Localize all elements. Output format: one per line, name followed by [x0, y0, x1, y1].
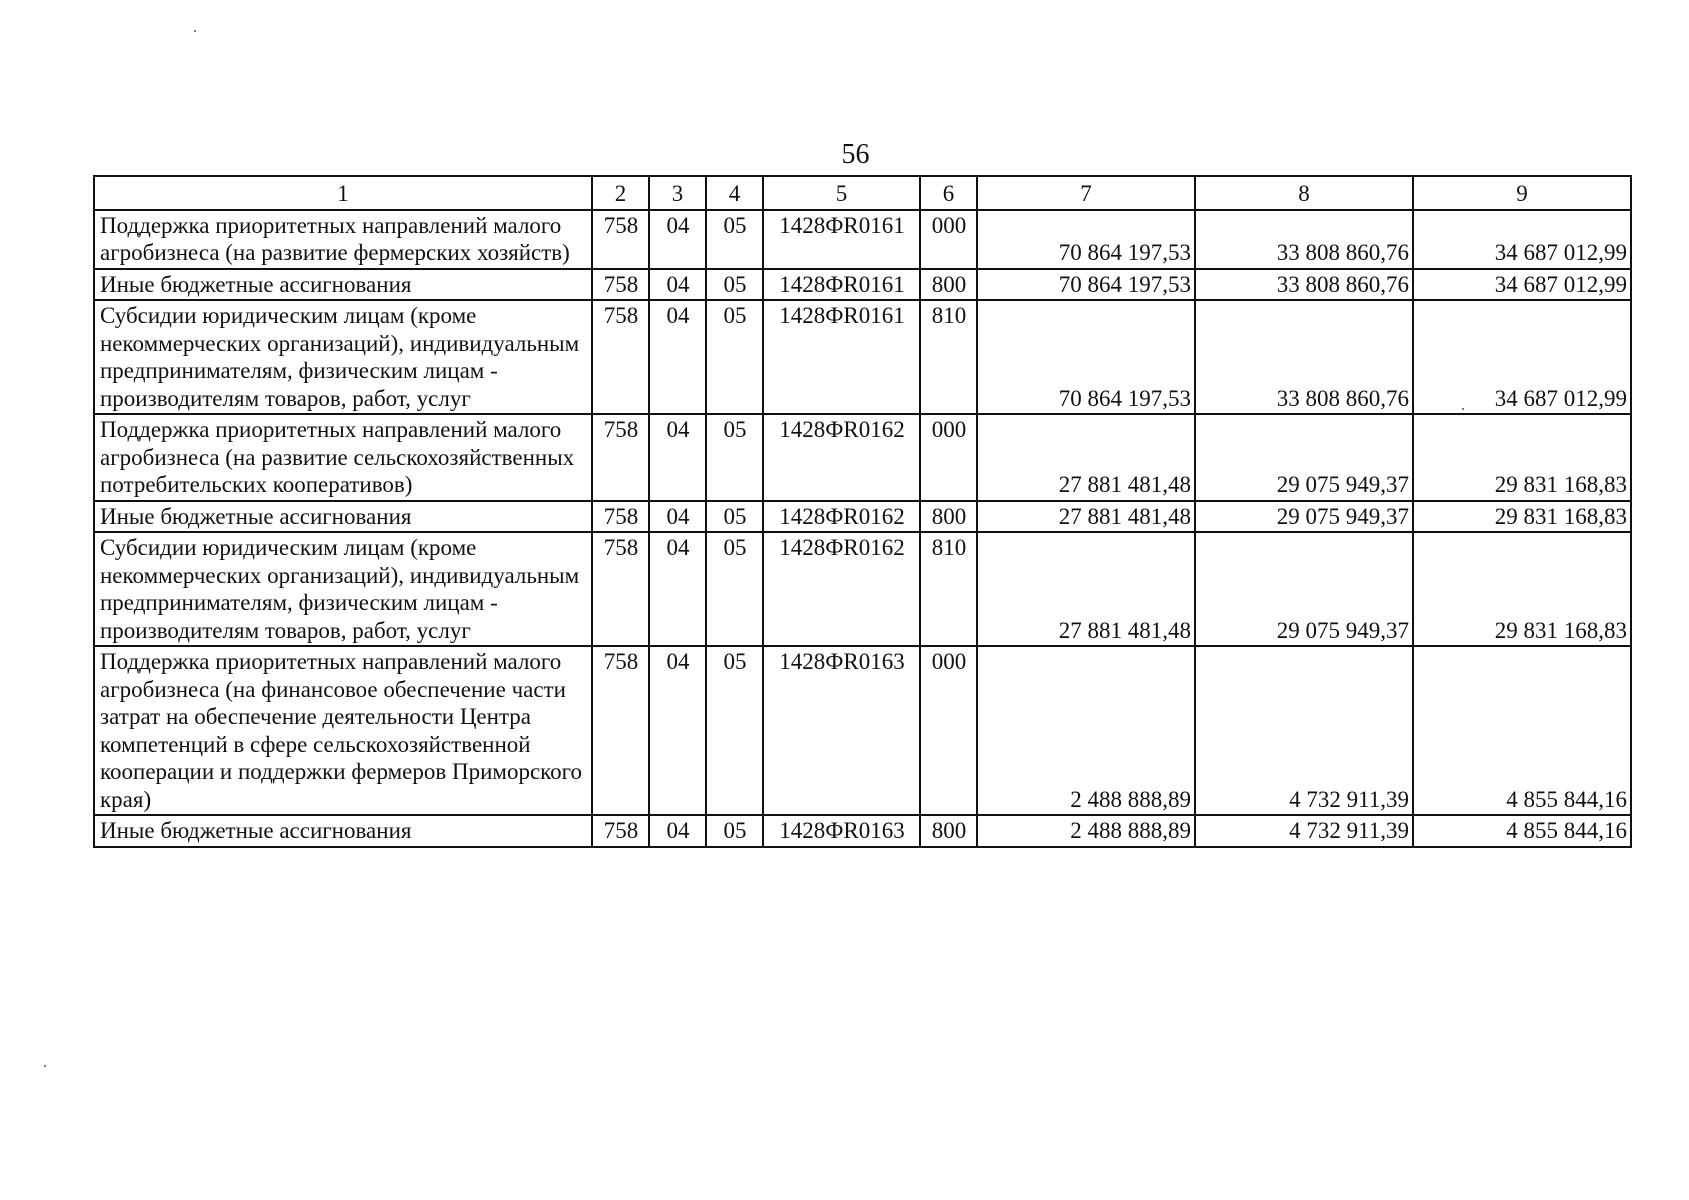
row-expense-type-code: 000: [920, 646, 977, 815]
row-ministry-code: 758: [592, 414, 649, 501]
header-cell-4: 4: [706, 176, 763, 210]
table-row: [94, 815, 1631, 847]
header-cell-9: 9: [1413, 176, 1631, 210]
row-amount-col8: 33 808 860,76: [1195, 300, 1413, 414]
budget-table: [93, 175, 1632, 848]
row-subsection-code: 05: [706, 210, 763, 269]
row-amount-col8: 4 732 911,39: [1195, 815, 1413, 847]
scan-speck: [44, 1065, 46, 1067]
row-amount-col9: 34 687 012,99: [1413, 269, 1631, 301]
row-section-code: 04: [649, 532, 706, 646]
row-target-code: 1428ФR0162: [763, 532, 920, 646]
row-ministry-code: 758: [592, 300, 649, 414]
row-amount-col7: 70 864 197,53: [977, 210, 1195, 269]
row-section-code: 04: [649, 646, 706, 815]
row-amount-col9: 34 687 012,99: [1413, 210, 1631, 269]
row-target-code: 1428ФR0162: [763, 414, 920, 501]
row-ministry-code: 758: [592, 210, 649, 269]
table-row: [94, 501, 1631, 533]
row-expense-type-code: 810: [920, 532, 977, 646]
row-expense-type-code: 800: [920, 269, 977, 301]
row-amount-col7: 2 488 888,89: [977, 815, 1195, 847]
scan-speck: [1462, 408, 1464, 410]
row-amount-col9: 29 831 168,83: [1413, 414, 1631, 501]
row-subsection-code: 05: [706, 414, 763, 501]
row-section-code: 04: [649, 269, 706, 301]
row-amount-col9: 4 855 844,16: [1413, 646, 1631, 815]
row-amount-col9: 34 687 012,99: [1413, 300, 1631, 414]
row-expense-type-code: 810: [920, 300, 977, 414]
row-expense-type-code: 000: [920, 210, 977, 269]
row-subsection-code: 05: [706, 269, 763, 301]
row-subsection-code: 05: [706, 300, 763, 414]
row-name: Субсидии юридическим лицам (кроме некоммерческих организаций), индивидуальным предпринимателям, физическим лицам - производителям товаров, работ, услуг: [94, 300, 592, 414]
row-target-code: 1428ФR0161: [763, 210, 920, 269]
row-target-code: 1428ФR0163: [763, 646, 920, 815]
row-name: Поддержка приоритетных направлений малого агробизнеса (на развитие сельскохозяйственных потребительских кооперативов): [94, 414, 592, 501]
header-cell-5: 5: [763, 176, 920, 210]
header-cell-7: 7: [977, 176, 1195, 210]
row-expense-type-code: 000: [920, 414, 977, 501]
row-name: Поддержка приоритетных направлений малого агробизнеса (на финансовое обеспечение части затрат на обеспечение деятельности Центра компетенций в сфере сельскохозяйственной кооперации и поддержки фермеров Приморского края): [94, 646, 592, 815]
row-subsection-code: 05: [706, 815, 763, 847]
table-row: [94, 210, 1631, 269]
row-ministry-code: 758: [592, 815, 649, 847]
row-target-code: 1428ФR0161: [763, 269, 920, 301]
row-amount-col7: 70 864 197,53: [977, 300, 1195, 414]
scan-speck: [194, 30, 196, 32]
row-amount-col7: 27 881 481,48: [977, 532, 1195, 646]
row-amount-col8: 33 808 860,76: [1195, 210, 1413, 269]
row-name: Поддержка приоритетных направлений малого агробизнеса (на развитие фермерских хозяйств): [94, 210, 592, 269]
row-name: Иные бюджетные ассигнования: [94, 269, 592, 301]
row-amount-col9: 4 855 844,16: [1413, 815, 1631, 847]
row-expense-type-code: 800: [920, 501, 977, 533]
row-amount-col8: 29 075 949,37: [1195, 501, 1413, 533]
row-section-code: 04: [649, 815, 706, 847]
row-amount-col7: 2 488 888,89: [977, 646, 1195, 815]
row-name: Субсидии юридическим лицам (кроме некоммерческих организаций), индивидуальным предпринимателям, физическим лицам - производителям товаров, работ, услуг: [94, 532, 592, 646]
row-amount-col8: 29 075 949,37: [1195, 532, 1413, 646]
row-subsection-code: 05: [706, 646, 763, 815]
page-number: 56: [841, 139, 870, 170]
row-ministry-code: 758: [592, 269, 649, 301]
row-target-code: 1428ФR0163: [763, 815, 920, 847]
row-amount-col7: 70 864 197,53: [977, 269, 1195, 301]
table-row: [94, 300, 1631, 414]
row-target-code: 1428ФR0162: [763, 501, 920, 533]
row-section-code: 04: [649, 501, 706, 533]
header-row: [94, 176, 1631, 210]
row-ministry-code: 758: [592, 532, 649, 646]
row-ministry-code: 758: [592, 501, 649, 533]
header-cell-3: 3: [649, 176, 706, 210]
table-row: [94, 414, 1631, 501]
header-cell-1: 1: [94, 176, 592, 210]
table-row: [94, 269, 1631, 301]
table-row: [94, 646, 1631, 815]
header-cell-6: 6: [920, 176, 977, 210]
row-amount-col8: 4 732 911,39: [1195, 646, 1413, 815]
row-subsection-code: 05: [706, 501, 763, 533]
row-amount-col8: 33 808 860,76: [1195, 269, 1413, 301]
row-amount-col7: 27 881 481,48: [977, 501, 1195, 533]
row-amount-col9: 29 831 168,83: [1413, 532, 1631, 646]
header-cell-8: 8: [1195, 176, 1413, 210]
row-amount-col7: 27 881 481,48: [977, 414, 1195, 501]
row-amount-col9: 29 831 168,83: [1413, 501, 1631, 533]
table-header: [94, 176, 1631, 210]
table-body: [94, 210, 1631, 847]
row-expense-type-code: 800: [920, 815, 977, 847]
row-section-code: 04: [649, 300, 706, 414]
row-subsection-code: 05: [706, 532, 763, 646]
row-target-code: 1428ФR0161: [763, 300, 920, 414]
row-name: Иные бюджетные ассигнования: [94, 815, 592, 847]
row-ministry-code: 758: [592, 646, 649, 815]
header-cell-2: 2: [592, 176, 649, 210]
row-section-code: 04: [649, 210, 706, 269]
table-row: [94, 532, 1631, 646]
row-name: Иные бюджетные ассигнования: [94, 501, 592, 533]
row-section-code: 04: [649, 414, 706, 501]
row-amount-col8: 29 075 949,37: [1195, 414, 1413, 501]
